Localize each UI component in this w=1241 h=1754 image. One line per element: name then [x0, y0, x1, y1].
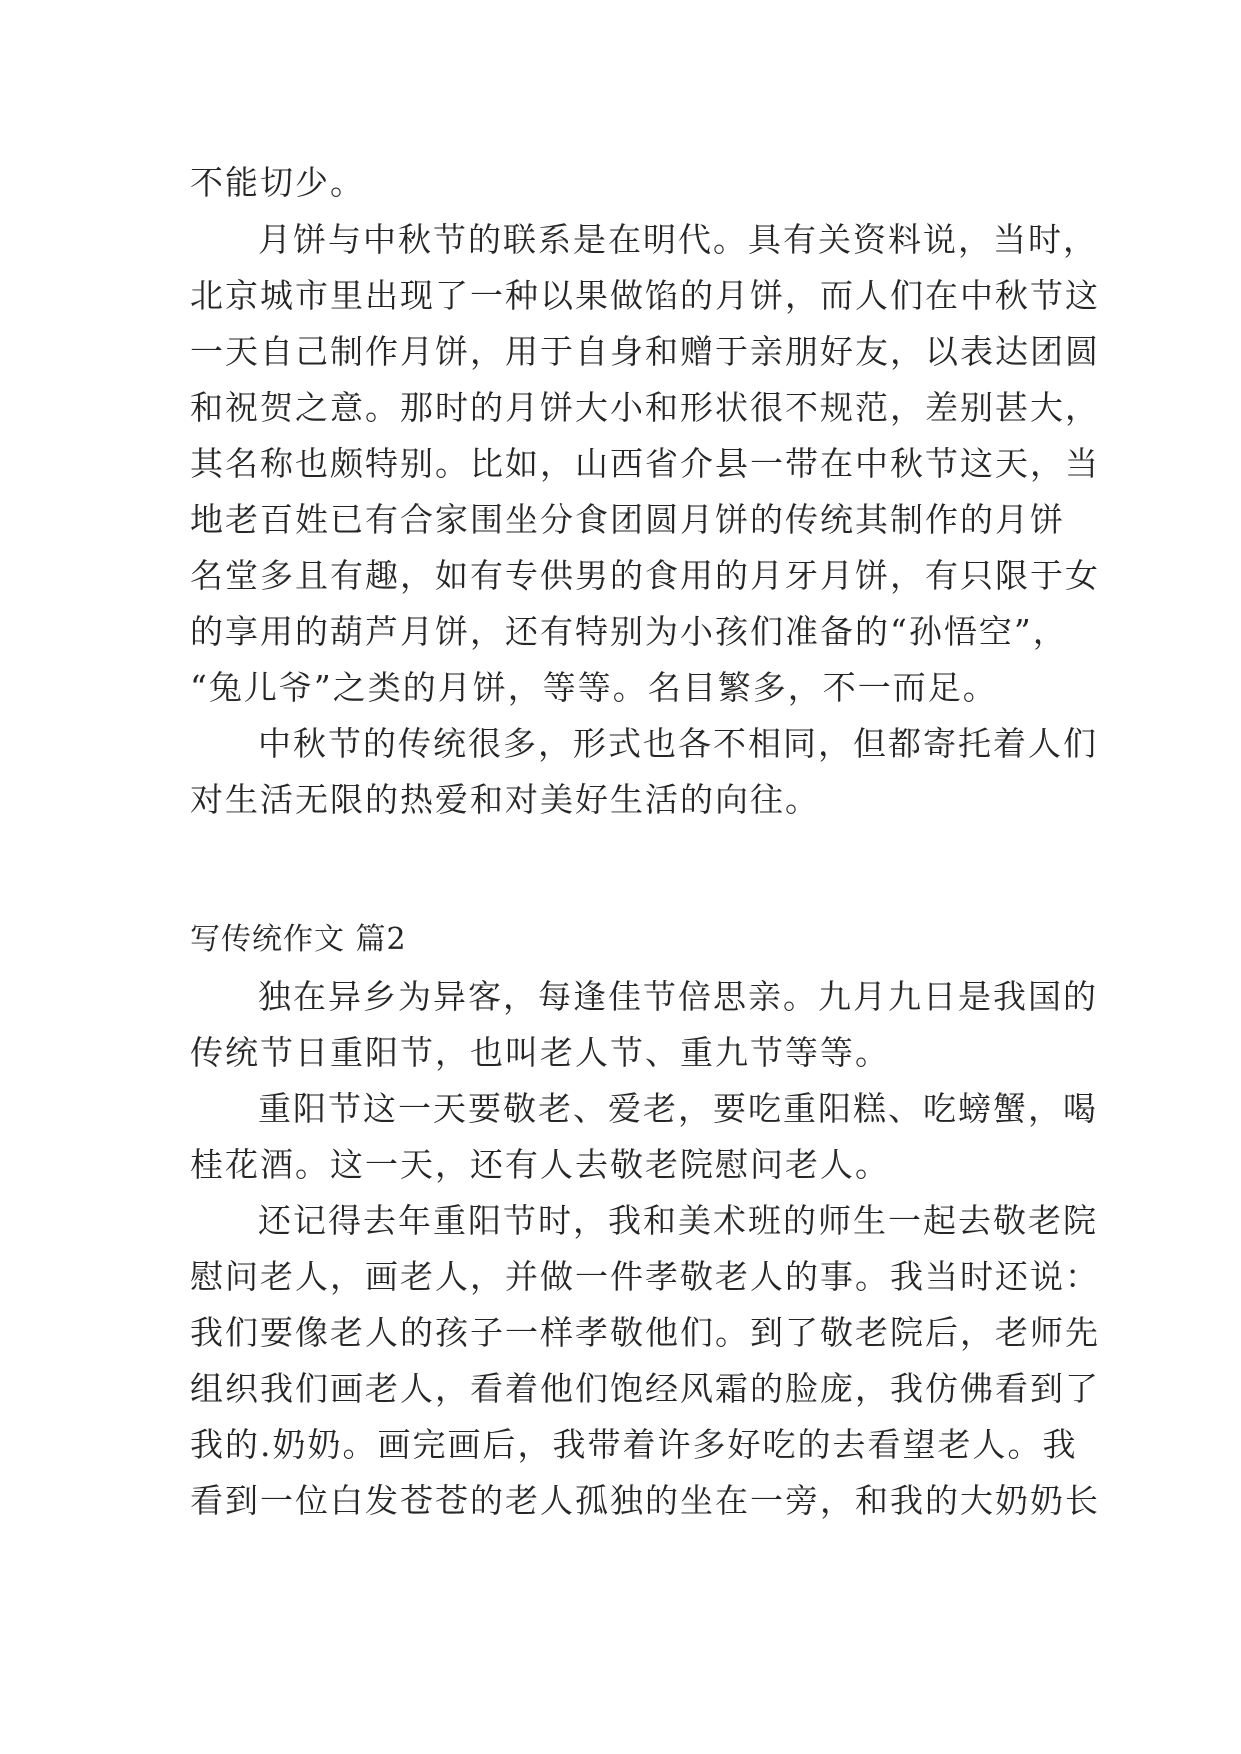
text-line: 传统节日重阳节，也叫老人节、重九节等等。: [190, 1033, 890, 1072]
text-line: 地老百姓已有合家围坐分食团圆月饼的传统其制作的月饼: [190, 500, 1065, 539]
text-line: 桂花酒。这一天，还有人去敬老院慰问老人。: [190, 1145, 890, 1184]
text-line: 一天自己制作月饼，用于自身和赠于亲朋好友，以表达团圆: [190, 332, 1100, 371]
text-line: 不能切少。: [190, 163, 365, 202]
text-line: 对生活无限的热爱和对美好生活的向往。: [190, 780, 820, 819]
paragraph-start-line: 独在异乡为异客，每逢佳节倍思亲。九月九日是我国的: [258, 977, 1098, 1016]
text-line: 的享用的葫芦月饼，还有特别为小孩们准备的“孙悟空”，: [190, 612, 1068, 651]
text-line: 名堂多且有趣，如有专供男的食用的月牙月饼，有只限于女: [190, 556, 1100, 595]
text-line: 和祝贺之意。那时的月饼大小和形状很不规范，差别甚大，: [190, 388, 1100, 427]
paragraph-start-line: 月饼与中秋节的联系是在明代。具有关资料说，当时，: [258, 220, 1098, 259]
text-line: “兔儿爷”之类的月饼，等等。名目繁多，不一而足。: [190, 668, 998, 707]
paragraph-start-line: 中秋节的传统很多，形式也各不相同，但都寄托着人们: [258, 724, 1098, 763]
section-heading: 写传统作文 篇2: [190, 922, 407, 957]
text-line: 组织我们画老人，看着他们饱经风霜的脸庞，我仿佛看到了: [190, 1369, 1100, 1408]
paragraph-start-line: 还记得去年重阳节时，我和美术班的师生一起去敬老院: [258, 1201, 1098, 1240]
text-line: 其名称也颇特别。比如，山西省介县一带在中秋节这天，当: [190, 444, 1100, 483]
text-line: 慰问老人，画老人，并做一件孝敬老人的事。我当时还说：: [190, 1257, 1100, 1296]
text-line: 我们要像老人的孩子一样孝敬他们。到了敬老院后，老师先: [190, 1313, 1100, 1352]
paragraph-start-line: 重阳节这一天要敬老、爱老，要吃重阳糕、吃螃蟹，喝: [258, 1089, 1098, 1128]
text-line: 北京城市里出现了一种以果做馅的月饼，而人们在中秋节这: [190, 276, 1100, 315]
text-line: 看到一位白发苍苍的老人孤独的坐在一旁，和我的大奶奶长: [190, 1481, 1100, 1520]
text-line: 我的.奶奶。画完画后，我带着许多好吃的去看望老人。我: [190, 1425, 1078, 1464]
